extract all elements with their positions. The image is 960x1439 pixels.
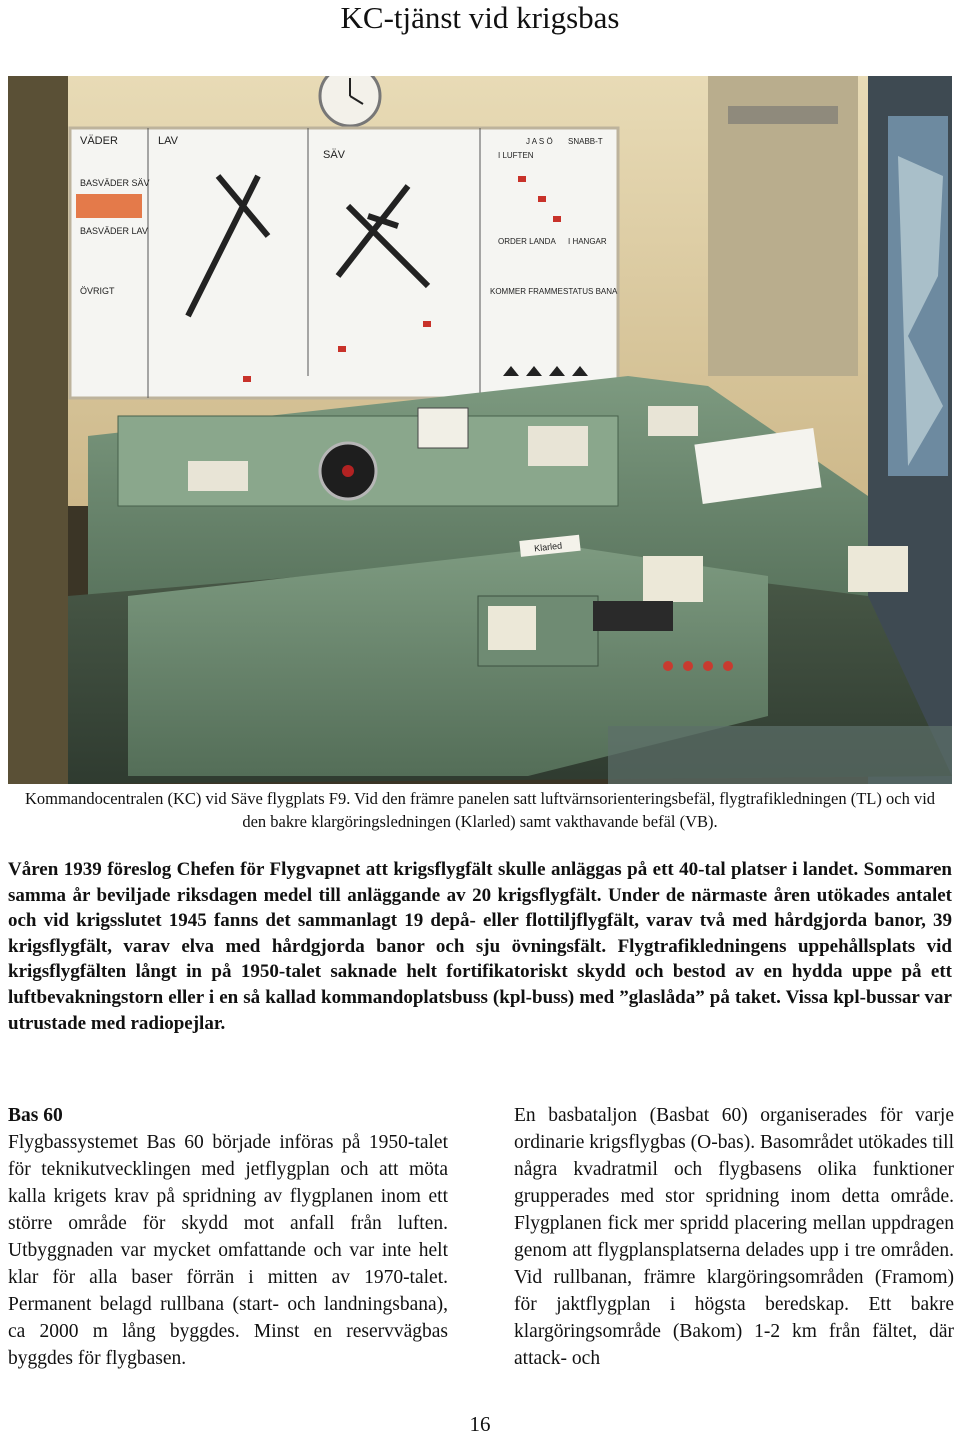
page-title: KC-tjänst vid krigsbas: [340, 0, 620, 35]
page-number: 16: [469, 1412, 491, 1436]
right-column-text: En basbataljon (Basbat 60) organiserades för varje ordinarie krigsflygbas (O-bas). Basområdet utökades till några kvadratmil och flygbasens olika funktioner grupperades med stor spridning inom detta område. Flygplanen fick mer spridd placering mellan uppdragen genom att flygplansplatserna delades upp i tre områden. Vid rullbanan, främre klargöringsområden (Framom) för jaktflygplan i högsta beredskap. Ett bakre klargöringsområde (Bakom) 1-2 km från fältet, där attack- och: [514, 1105, 954, 1369]
figure-caption: Kommandocentralen (KC) vid Säve flygplats F9. Vid den främre panelen satt luftvärnsorienteringsbefäl, flygtrafikledningen (TL) och vid den bakre klargöringsledningen (Klarled) samt vakthavande befäl (VB).: [24, 789, 936, 831]
board-label-sav: SÄV: [323, 149, 346, 161]
photo-illustration: [8, 76, 952, 784]
lead-text: Våren 1939 föreslog Chefen för Flygvapnet att krigsflygfält skulle anläggas på ett 40-tal platser i landet. Sommaren samma år beviljade riksdagen medel till anläggande av 20 krigsflygfält. Under de närmaste åren utökades antalet och vid krigsslutet 1945 fanns det sammanlagt 19 depå- eller flottiljflygfält, varav två med hårdgjorda banor, 39 krigsflygfält, varav elva med hårdgjorda banor och sju övningsfält. Flygtrafikledningens uppehållsplats vid krigsflygfälten långt in på 1950-talet saknade helt fortifikatoriskt skydd och bestod av en hydda uppe på ett luftbevakningstorn eller i en så kallad kommandoplatsbuss (kpl-buss) med ”glaslåda” på taket. Vissa kpl-bussar var utrustade med radiopejlar.: [8, 859, 952, 1034]
lead-paragraph: [8, 857, 952, 1036]
board-label-status-bana: STATUS BANA: [563, 287, 618, 296]
board-label-basvader-lav: BASVÄDER LAV: [80, 226, 148, 236]
board-label-lav: LAV: [158, 135, 178, 147]
right-column: [514, 1102, 954, 1372]
section-heading-bas60: Bas 60: [8, 1105, 63, 1126]
board-label-order-landa: ORDER LANDA: [498, 237, 556, 246]
klarled-sign-text: Klarled: [533, 540, 563, 554]
board-label-i-hangar: I HANGAR: [568, 237, 607, 246]
board-label-basvader-sav: BASVÄDER SÄV: [80, 178, 150, 188]
board-label-ovrigt: ÖVRIGT: [80, 286, 115, 296]
board-label-snabb: SNABB-T: [568, 137, 603, 146]
board-label-jaso: J A S Ö: [526, 137, 553, 146]
board-label-i-luften: I LUFTEN: [498, 151, 534, 160]
command-center-photo: [8, 76, 952, 784]
left-column-text: Flygbassystemet Bas 60 började införas på 1950-talet för teknikutvecklingen med jetflygplan och att möta kalla krigets krav på spridning av flygplanen inom ett större område för skydd mot anfall från luften. Utbyggnaden var mycket omfattande och var inte helt klar för alla baser förrän i mitten av 1970-talet. Permanent belagd rullbana (start- och landningsbana), ca 2000 m lång byggdes. Minst en reservvägbas byggdes för flygbasen.: [8, 1132, 448, 1369]
board-label-kommer-framme: KOMMER FRAMME: [490, 287, 563, 296]
left-column: [8, 1102, 448, 1372]
board-label-vader: VÄDER: [80, 135, 118, 147]
